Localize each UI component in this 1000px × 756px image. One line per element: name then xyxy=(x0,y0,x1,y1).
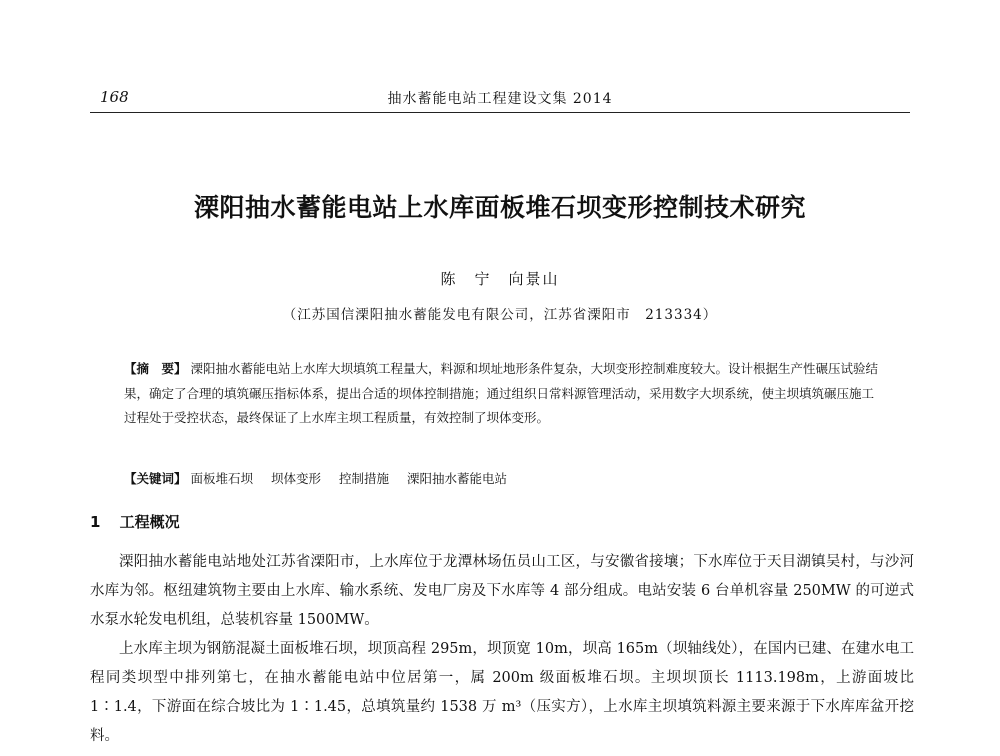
section-number: 1 xyxy=(90,513,101,531)
keywords-label: 【关键词】 xyxy=(124,471,187,486)
keyword: 控制措施 xyxy=(339,471,390,486)
page-number: 168 xyxy=(100,88,129,106)
keyword: 面板堆石坝 xyxy=(190,471,254,486)
running-header xyxy=(90,84,910,112)
section-title: 工程概况 xyxy=(119,513,180,531)
section-heading xyxy=(90,511,180,532)
header-rule xyxy=(90,112,910,113)
abstract-text: 溧阳抽水蓄能电站上水库大坝填筑工程量大，料源和坝址地形条件复杂，大坝变形控制难度较大。设计根据生产性碾压试验结果，确定了合理的填筑碾压指标体系，提出合适的坝体控制措施；通过组织日常料源管理活动，采用数字大坝系统，使主坝填筑碾压施工过程处于受控状态，最终保证了上水库主坝工程质量，有效控制了坝体变形。 xyxy=(124,361,879,425)
keyword: 坝体变形 xyxy=(271,471,322,486)
abstract xyxy=(124,357,882,431)
affiliation: （江苏国信溧阳抽水蓄能发电有限公司，江苏省溧阳市 213334） xyxy=(282,307,718,323)
journal-title: 抽水蓄能电站工程建设文集 2014 xyxy=(387,91,613,107)
paragraph: 上水库主坝为钢筋混凝土面板堆石坝，坝顶高程 295m，坝顶宽 10m，坝高 165m（坝轴线处），在国内已建、在建水电工程同类坝型中排列第七，在抽水蓄能电站中位居第一，属 200m 级面板堆石坝。主坝坝顶长 1113.198m，上游面坡比 1∶1.4，下游面在综合坡比为 1∶1.45，总填筑量约 1538 万 m³（压实方），上水库主坝填筑料源主要来源于下水库库盆开挖料。 xyxy=(90,641,914,744)
paragraph: 溧阳抽水蓄能电站地处江苏省溧阳市，上水库位于龙潭林场伍员山工区，与安徽省接壤；下水库位于天目湖镇吴村，与沙河水库为邻。枢纽建筑物主要由上水库、输水系统、发电厂房及下水库等 4 部分组成。电站安装 6 台单机容量 250MW 的可逆式水泵水轮发电机组，总装机容量 1500MW。 xyxy=(90,554,914,628)
paper-title: 溧阳抽水蓄能电站上水库面板堆石坝变形控制技术研究 xyxy=(193,193,806,222)
keywords xyxy=(124,469,882,487)
body-text xyxy=(90,548,914,751)
abstract-label: 【摘 要】 xyxy=(124,361,187,376)
keyword: 溧阳抽水蓄能电站 xyxy=(407,471,508,486)
authors: 陈 宁 向景山 xyxy=(440,270,560,288)
